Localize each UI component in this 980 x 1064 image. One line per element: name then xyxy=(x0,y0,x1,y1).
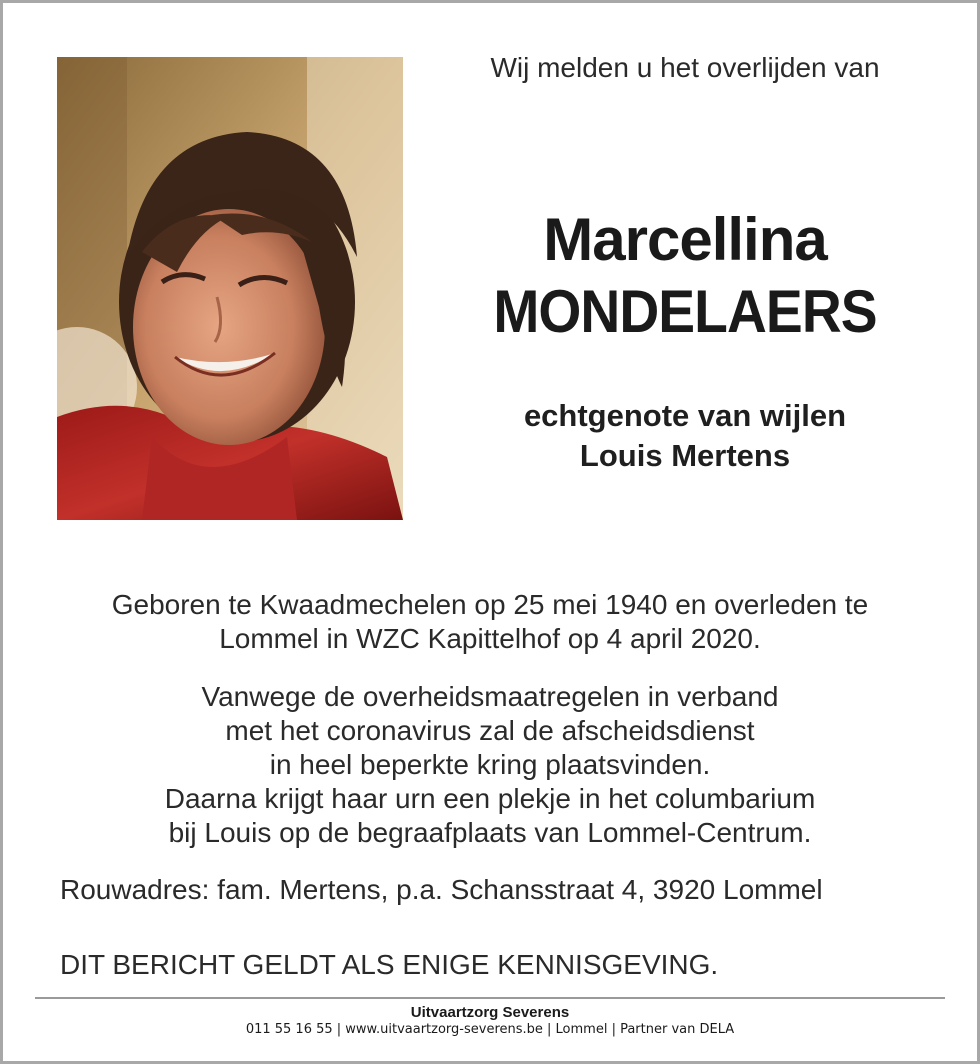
ceremony-message xyxy=(30,680,950,850)
message-line: bij Louis op de begraafplaats van Lommel-Centrum. xyxy=(168,817,812,848)
deceased-name xyxy=(420,204,950,348)
funeral-home-contact: 011 55 16 55 | www.uitvaartzorg-severens.be | Lommel | Partner van DELA xyxy=(245,1022,735,1037)
message-line: met het coronavirus zal de afscheidsdienst xyxy=(225,715,755,746)
spouse-info xyxy=(420,396,950,476)
message-line: Daarna krijgt haar urn een plekje in het columbarium xyxy=(164,783,816,814)
last-name: MONDELAERS xyxy=(493,278,877,345)
official-notice: DIT BERICHT GELDT ALS ENIGE KENNISGEVING. xyxy=(60,949,719,980)
footer-divider xyxy=(35,997,945,999)
spouse-line-1: echtgenote van wijlen xyxy=(523,398,847,433)
birth-death-line: Lommel in WZC Kapittelhof op 4 april 2020. xyxy=(219,623,761,654)
mourning-address: Rouwadres: fam. Mertens, p.a. Schansstraat 4, 3920 Lommel xyxy=(60,874,823,905)
spouse-line-2: Louis Mertens xyxy=(579,438,791,473)
birth-death-line: Geboren te Kwaadmechelen op 25 mei 1940 en overleden te xyxy=(111,589,869,620)
intro-text: Wij melden u het overlijden van xyxy=(490,52,880,83)
message-line: Vanwege de overheidsmaatregelen in verband xyxy=(201,681,779,712)
first-name: Marcellina xyxy=(543,206,827,273)
portrait-photo xyxy=(57,57,403,520)
birth-death-paragraph xyxy=(30,588,950,656)
funeral-home-name: Uitvaartzorg Severens xyxy=(410,1004,570,1021)
message-line: in heel beperkte kring plaatsvinden. xyxy=(269,749,711,780)
